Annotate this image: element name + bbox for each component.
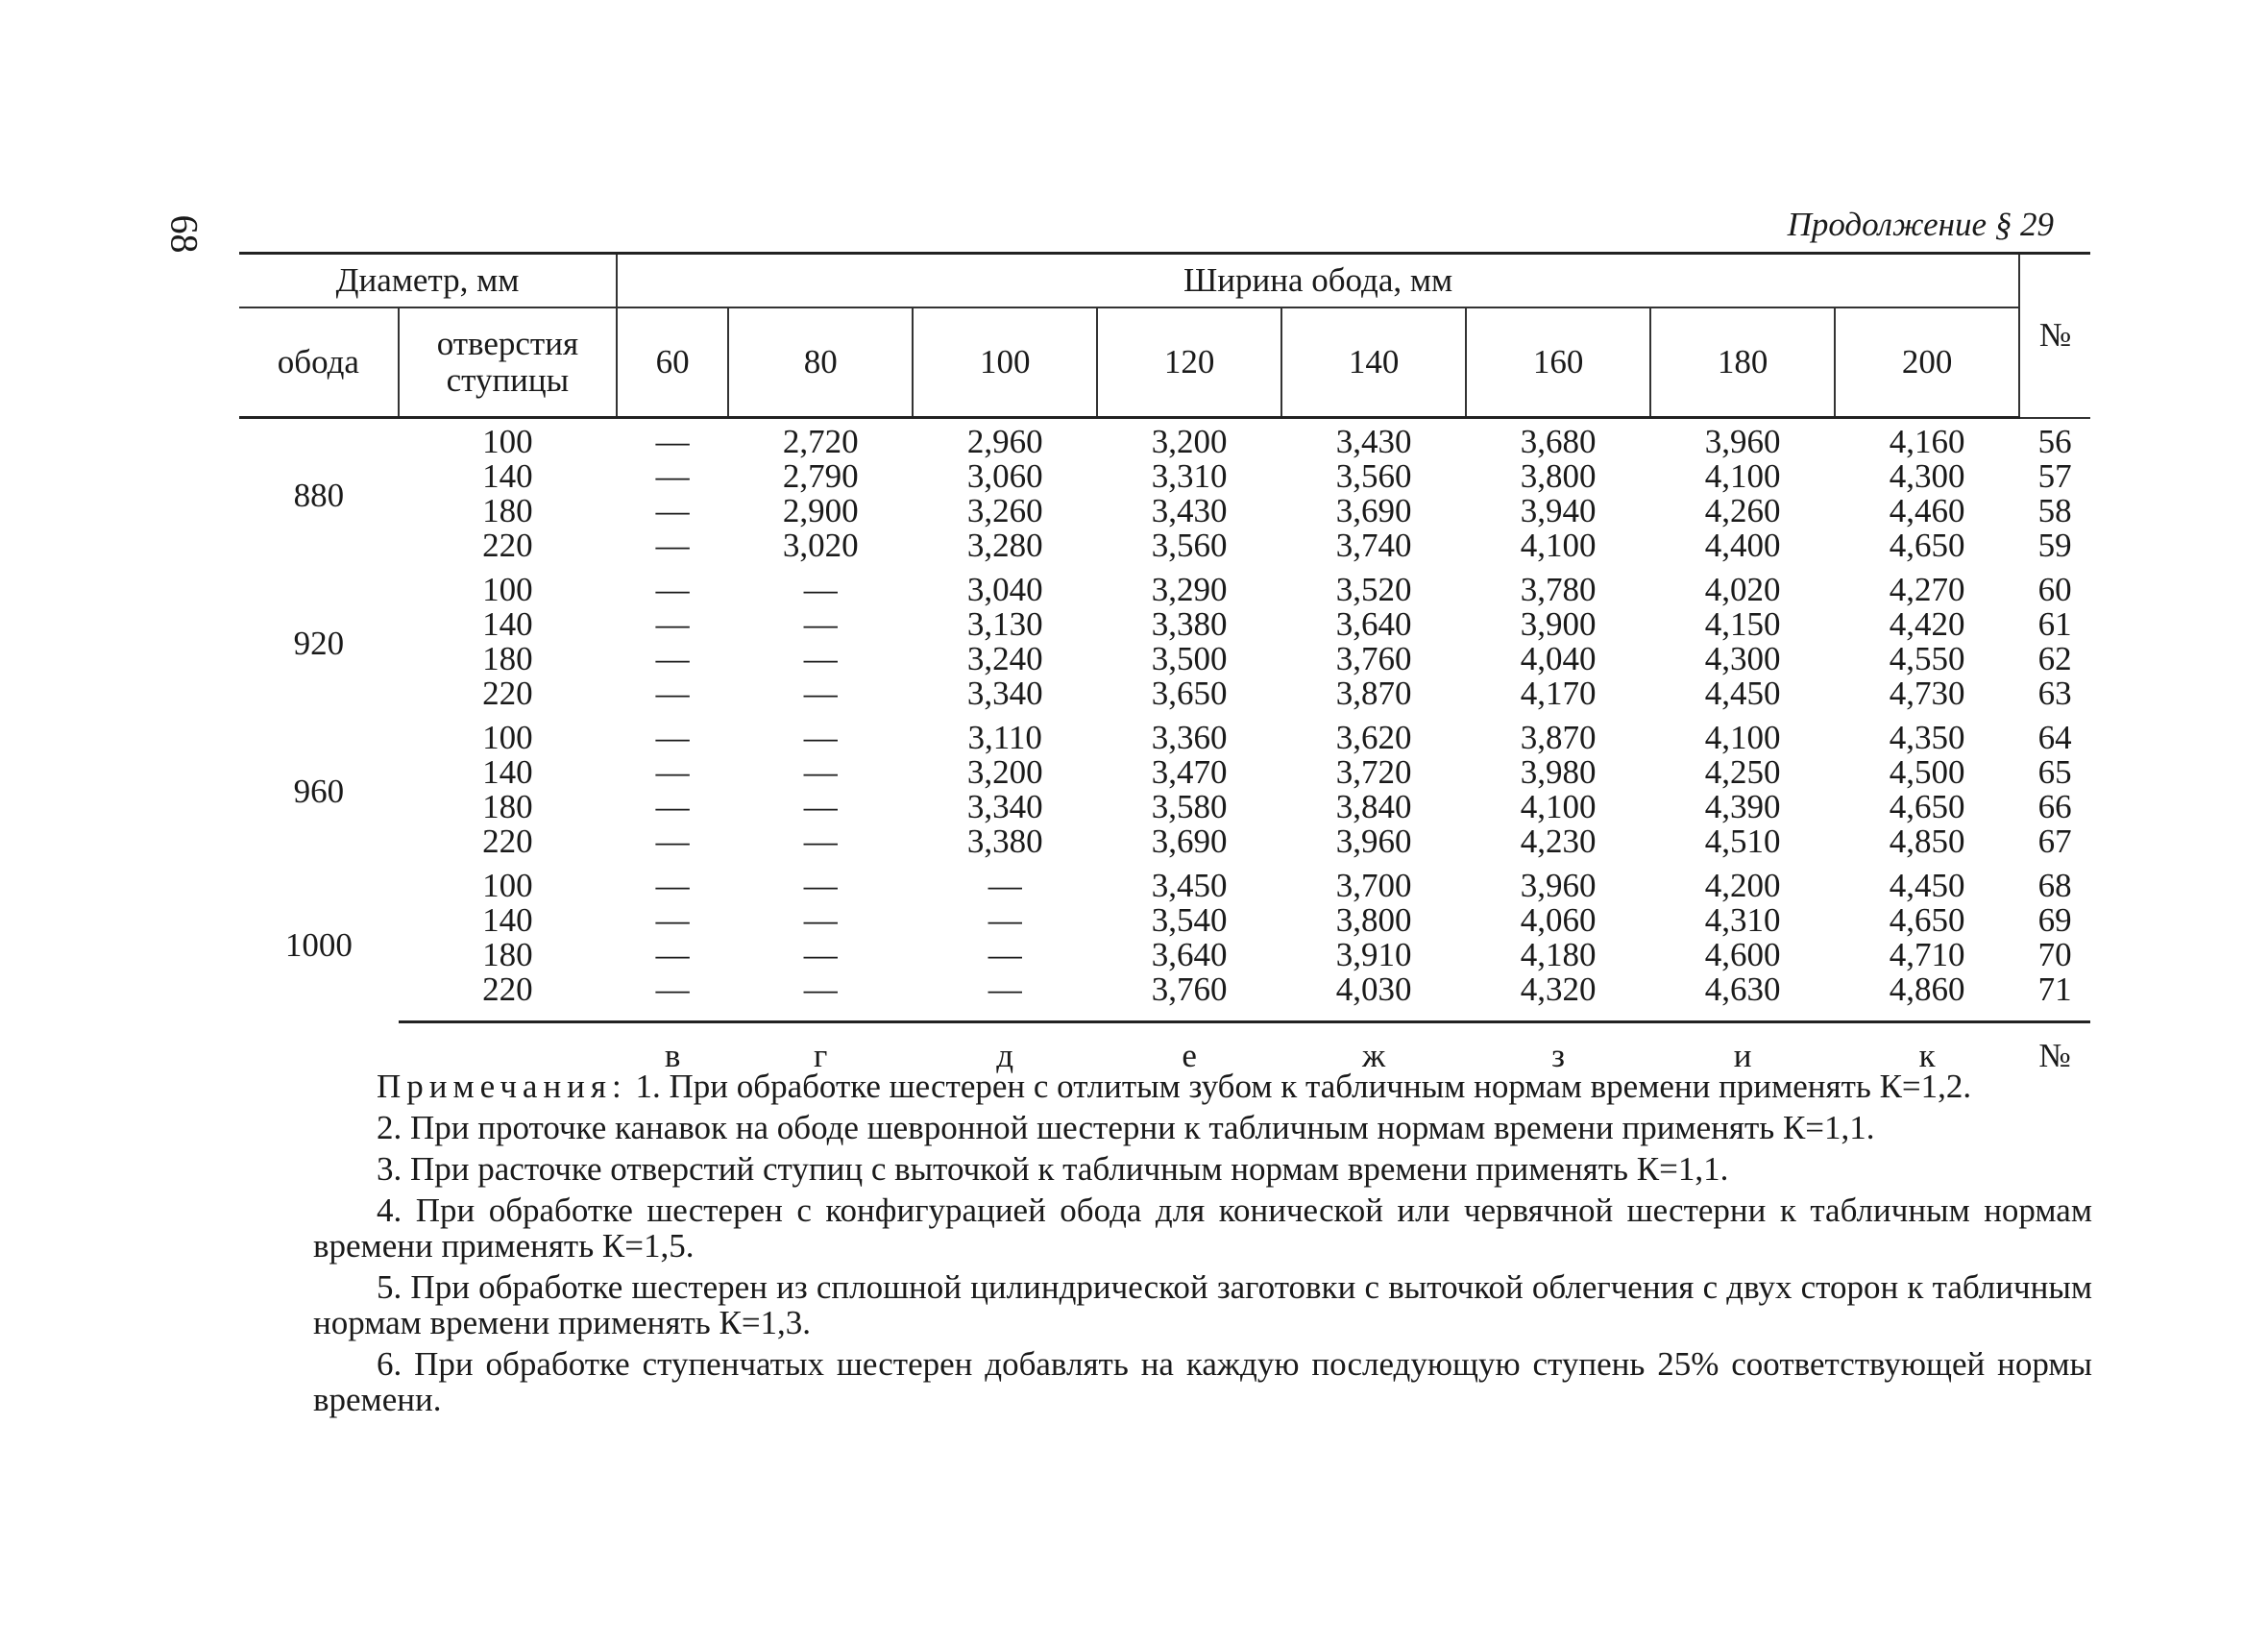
norm-value-cell: 3,430	[1151, 492, 1228, 529]
hub-diameter-cell: 180	[482, 640, 533, 677]
norm-value-cell: 4,250	[1704, 753, 1781, 791]
table-row	[239, 676, 2090, 715]
hub-diameter-cell: 100	[482, 867, 533, 904]
norm-value-cell: —	[655, 753, 690, 791]
hub-diameter-cell: 140	[482, 457, 533, 495]
norm-value-cell: 3,640	[1335, 605, 1412, 643]
norm-value-cell: 4,860	[1835, 972, 2019, 1022]
row-number-cell: 57	[2037, 457, 2072, 495]
column-letter: и	[1733, 1037, 1752, 1074]
row-number-cell: 61	[2037, 605, 2072, 643]
norm-value-cell: 3,980	[1520, 753, 1597, 791]
hub-diameter-cell: 180	[482, 788, 533, 825]
norm-value-cell: —	[655, 788, 690, 825]
norm-value-cell: —	[655, 640, 690, 677]
norm-value-cell: 4,230	[1520, 823, 1597, 860]
norm-value-cell: 4,320	[1466, 972, 1650, 1022]
norm-value-cell: 3,580	[1151, 788, 1228, 825]
norm-value-cell: 3,680	[1520, 423, 1597, 460]
table-row	[239, 972, 2090, 1022]
norm-value-cell: 4,850	[1889, 823, 1965, 860]
norm-value-cell: 3,520	[1335, 571, 1412, 608]
note-item: 3. При расточке отверстий ступиц с выточкой к табличным нормам времени применять К=1,1.	[377, 1150, 1729, 1188]
norm-value-cell: —	[655, 719, 690, 756]
norm-value-cell: 3,910	[1335, 936, 1412, 973]
table-row	[239, 938, 2090, 972]
row-number-cell: 62	[2037, 640, 2072, 677]
norm-value-cell: 4,550	[1889, 640, 1965, 677]
norm-value-cell: 3,690	[1335, 492, 1412, 529]
norm-value-cell: 3,200	[1151, 423, 1228, 460]
table-row	[239, 459, 2090, 494]
norm-value-cell: 3,260	[966, 492, 1043, 529]
norm-value-cell: —	[803, 823, 838, 860]
norm-value-cell: —	[803, 753, 838, 791]
norm-value-cell: 3,840	[1335, 788, 1412, 825]
time-norms-table	[239, 252, 2090, 1083]
table-row	[239, 903, 2090, 938]
norm-value-cell: 3,760	[1097, 972, 1281, 1022]
hub-diameter-cell: 140	[482, 753, 533, 791]
norm-value-cell: 4,260	[1704, 492, 1781, 529]
norm-value-cell: 4,650	[1889, 788, 1965, 825]
norm-value-cell: 4,510	[1704, 823, 1781, 860]
norm-value-cell: 3,870	[1520, 719, 1597, 756]
page-number: 68	[162, 214, 207, 254]
norm-value-cell: —	[803, 640, 838, 677]
column-letter: е	[1182, 1037, 1197, 1074]
number-column-header: №	[2019, 254, 2090, 418]
norm-value-cell: —	[803, 719, 838, 756]
norm-value-cell: 3,540	[1151, 901, 1228, 939]
norm-value-cell: 4,180	[1520, 936, 1597, 973]
norm-value-cell: —	[655, 605, 690, 643]
rim-diameter-cell: 960	[293, 773, 345, 810]
hub-diameter-cell: 140	[482, 901, 533, 939]
norm-value-cell: 3,290	[1151, 571, 1228, 608]
norm-value-cell: 4,030	[1281, 972, 1466, 1022]
norm-value-cell: —	[655, 492, 690, 529]
norm-value-cell: 3,940	[1520, 492, 1597, 529]
norm-value-cell: 3,060	[966, 457, 1043, 495]
norm-value-cell: 3,690	[1151, 823, 1228, 860]
norm-value-cell: 3,760	[1335, 640, 1412, 677]
norm-value-cell: 3,780	[1520, 571, 1597, 608]
norm-value-cell: —	[803, 867, 838, 904]
hub-diameter-cell: 140	[482, 605, 533, 643]
row-number-cell: 65	[2037, 753, 2072, 791]
column-letter-number: №	[2038, 1037, 2071, 1074]
norm-value-cell: 3,900	[1520, 605, 1597, 643]
norm-value-cell: 4,170	[1520, 675, 1597, 712]
norm-value-cell: 3,960	[1335, 823, 1412, 860]
norm-value-cell: —	[655, 423, 690, 460]
row-number-cell: 71	[2019, 972, 2090, 1022]
row-number-cell: 69	[2037, 901, 2072, 939]
norm-value-cell: 3,340	[966, 675, 1043, 712]
row-number-cell: 58	[2037, 492, 2072, 529]
norm-value-cell: 3,720	[1335, 753, 1412, 791]
norm-value-cell: 4,450	[1889, 867, 1965, 904]
norm-value-cell: 3,620	[1335, 719, 1412, 756]
norm-value-cell: 3,310	[1151, 457, 1228, 495]
width-header: 180	[1650, 307, 1835, 418]
table-row	[239, 567, 2090, 607]
norm-value-cell: 4,060	[1520, 901, 1597, 939]
diameter-group-header: Диаметр, мм	[239, 254, 617, 308]
section-title: Продолжение § 29	[1787, 206, 2054, 243]
norm-value-cell: 4,160	[1889, 423, 1965, 460]
width-header: 200	[1835, 307, 2019, 418]
table-row	[239, 528, 2090, 567]
notes	[313, 1069, 2092, 1423]
norm-value-cell: —	[803, 675, 838, 712]
norm-value-cell: 3,040	[966, 571, 1043, 608]
norm-value-cell: 3,740	[1335, 527, 1412, 564]
norm-value-cell: 4,630	[1650, 972, 1835, 1022]
row-number-cell: 63	[2037, 675, 2072, 712]
norm-value-cell: 3,240	[966, 640, 1043, 677]
norm-value-cell: 4,600	[1704, 936, 1781, 973]
norm-value-cell: 3,870	[1335, 675, 1412, 712]
norm-value-cell: —	[913, 972, 1097, 1022]
norm-value-cell: 4,020	[1704, 571, 1781, 608]
hub-diameter-cell: 100	[482, 423, 533, 460]
table-row	[239, 790, 2090, 824]
norm-value-cell: 4,150	[1704, 605, 1781, 643]
width-header: 80	[728, 307, 913, 418]
norm-value-cell: 4,500	[1889, 753, 1965, 791]
norm-value-cell: 4,390	[1704, 788, 1781, 825]
norm-value-cell: —	[803, 605, 838, 643]
notes-heading: Примечания:	[377, 1068, 627, 1105]
norm-value-cell: —	[803, 788, 838, 825]
table-body	[239, 418, 2090, 1022]
norm-value-cell: 3,450	[1151, 867, 1228, 904]
table-row	[239, 494, 2090, 528]
norm-value-cell: 3,380	[966, 823, 1043, 860]
norm-value-cell: —	[988, 867, 1022, 904]
norm-value-cell: 4,270	[1889, 571, 1965, 608]
norm-value-cell: 4,100	[1520, 527, 1597, 564]
norm-value-cell: 4,200	[1704, 867, 1781, 904]
column-letter: д	[996, 1037, 1014, 1074]
norm-value-cell: —	[988, 936, 1022, 973]
table-row	[239, 642, 2090, 676]
width-header: 140	[1281, 307, 1466, 418]
norm-value-cell: 4,310	[1704, 901, 1781, 939]
norm-value-cell: 4,650	[1889, 527, 1965, 564]
norm-value-cell: —	[655, 675, 690, 712]
norm-value-cell: 3,700	[1335, 867, 1412, 904]
norm-value-cell: —	[655, 571, 690, 608]
note-item: 6. При обработке ступенчатых шестерен добавлять на каждую последующую ступень 25% соответствующей нормы времени.	[313, 1345, 2092, 1418]
norm-value-cell: 3,560	[1335, 457, 1412, 495]
norm-value-cell: 3,380	[1151, 605, 1228, 643]
norm-value-cell: —	[803, 901, 838, 939]
norm-value-cell: 3,470	[1151, 753, 1228, 791]
norm-value-cell: 3,640	[1151, 936, 1228, 973]
norm-value-cell: 3,800	[1520, 457, 1597, 495]
table-row	[239, 715, 2090, 755]
note-item	[313, 1069, 2092, 1104]
rim-column-header: обода	[239, 307, 399, 418]
norm-value-cell: 3,200	[966, 753, 1043, 791]
norm-value-cell: 4,100	[1704, 457, 1781, 495]
hub-diameter-cell: 100	[482, 719, 533, 756]
hub-diameter-cell: 100	[482, 571, 533, 608]
row-number-cell: 59	[2037, 527, 2072, 564]
norm-value-cell: 4,460	[1889, 492, 1965, 529]
row-number-cell: 66	[2037, 788, 2072, 825]
rim-diameter-cell: 880	[293, 477, 345, 514]
norm-value-cell: 3,430	[1335, 423, 1412, 460]
column-letter: в	[664, 1037, 681, 1074]
norm-value-cell: 3,560	[1151, 527, 1228, 564]
hub-diameter-cell: 220	[399, 972, 617, 1022]
norm-value-cell: 3,340	[966, 788, 1043, 825]
row-number-cell: 70	[2037, 936, 2072, 973]
norm-value-cell: —	[803, 571, 838, 608]
norm-value-cell: 3,110	[967, 719, 1042, 756]
width-header: 100	[913, 307, 1097, 418]
row-number-cell: 67	[2037, 823, 2072, 860]
row-number-cell: 60	[2037, 571, 2072, 608]
norm-value-cell: —	[655, 457, 690, 495]
note-item: 4. При обработке шестерен с конфигурацией обода для конической или червячной шестерни к табличным нормам времени применять К=1,5.	[313, 1192, 2092, 1265]
hub-diameter-cell: 220	[482, 675, 533, 712]
hub-diameter-cell: 220	[482, 527, 533, 564]
norm-value-cell: 3,960	[1704, 423, 1781, 460]
norm-value-cell: —	[803, 936, 838, 973]
norm-value-cell: 3,020	[782, 527, 859, 564]
row-number-cell: 56	[2037, 422, 2072, 460]
note-item: 5. При обработке шестерен из сплошной цилиндрической заготовки с выточкой облегчения с двух сторон к табличным нормам времени применять К=1,3.	[313, 1268, 2092, 1341]
norm-value-cell: —	[617, 972, 728, 1022]
norm-value-cell: 2,720	[782, 423, 859, 460]
table-row	[239, 824, 2090, 863]
norm-value-cell: 3,500	[1151, 640, 1228, 677]
row-number-cell: 64	[2037, 719, 2072, 756]
norm-value-cell: 3,360	[1151, 719, 1228, 756]
norm-value-cell: 4,400	[1704, 527, 1781, 564]
norm-value-cell: 4,710	[1889, 936, 1965, 973]
column-letter: г	[814, 1037, 828, 1074]
hub-diameter-cell: 180	[482, 936, 533, 973]
norm-value-cell: —	[655, 527, 690, 564]
norm-value-cell: —	[728, 972, 913, 1022]
table-row	[239, 418, 2090, 460]
norm-value-cell: —	[655, 901, 690, 939]
column-letter: з	[1551, 1037, 1565, 1074]
hub-diameter-cell: 180	[482, 492, 533, 529]
table-row	[239, 755, 2090, 790]
note-item: 2. При проточке канавок на ободе шевронной шестерни к табличным нормам времени применять К=1,1.	[377, 1109, 1875, 1146]
norm-value-cell: 2,900	[782, 492, 859, 529]
norm-value-cell: 2,790	[782, 457, 859, 495]
width-group-header: Ширина обода, мм	[617, 254, 2019, 308]
norm-value-cell: 3,280	[966, 527, 1043, 564]
column-letter: ж	[1362, 1037, 1386, 1074]
norm-value-cell: —	[655, 867, 690, 904]
norm-value-cell: 4,100	[1520, 788, 1597, 825]
note-text: 1. При обработке шестерен с отлитым зубом к табличным нормам времени применять К=1,2.	[635, 1068, 1972, 1105]
norm-value-cell: 4,350	[1889, 719, 1965, 756]
width-header: 120	[1097, 307, 1281, 418]
norm-value-cell: —	[988, 901, 1022, 939]
norm-value-cell: —	[655, 823, 690, 860]
norm-value-cell: 4,730	[1889, 675, 1965, 712]
hub-diameter-cell: 220	[482, 823, 533, 860]
column-letter: к	[1918, 1037, 1936, 1074]
row-number-cell: 68	[2037, 867, 2072, 904]
norm-value-cell: —	[655, 936, 690, 973]
width-header: 160	[1466, 307, 1650, 418]
norm-value-cell: 4,450	[1704, 675, 1781, 712]
hub-column-header: отверстия ступицы	[399, 307, 617, 418]
norm-value-cell: 4,300	[1889, 457, 1965, 495]
norm-value-cell: 3,960	[1520, 867, 1597, 904]
table-row	[239, 863, 2090, 903]
norm-value-cell: 4,040	[1520, 640, 1597, 677]
norm-value-cell: 3,800	[1335, 901, 1412, 939]
width-header: 60	[617, 307, 728, 418]
norm-value-cell: 4,420	[1889, 605, 1965, 643]
rim-diameter-cell: 920	[293, 625, 345, 662]
norm-value-cell: 4,650	[1889, 901, 1965, 939]
norm-value-cell: 4,300	[1704, 640, 1781, 677]
norm-value-cell: 3,650	[1151, 675, 1228, 712]
norm-value-cell: 3,130	[966, 605, 1043, 643]
norm-value-cell: 2,960	[966, 423, 1043, 460]
norm-value-cell: 4,100	[1704, 719, 1781, 756]
rim-diameter-cell: 1000	[284, 925, 353, 964]
table-row	[239, 607, 2090, 642]
